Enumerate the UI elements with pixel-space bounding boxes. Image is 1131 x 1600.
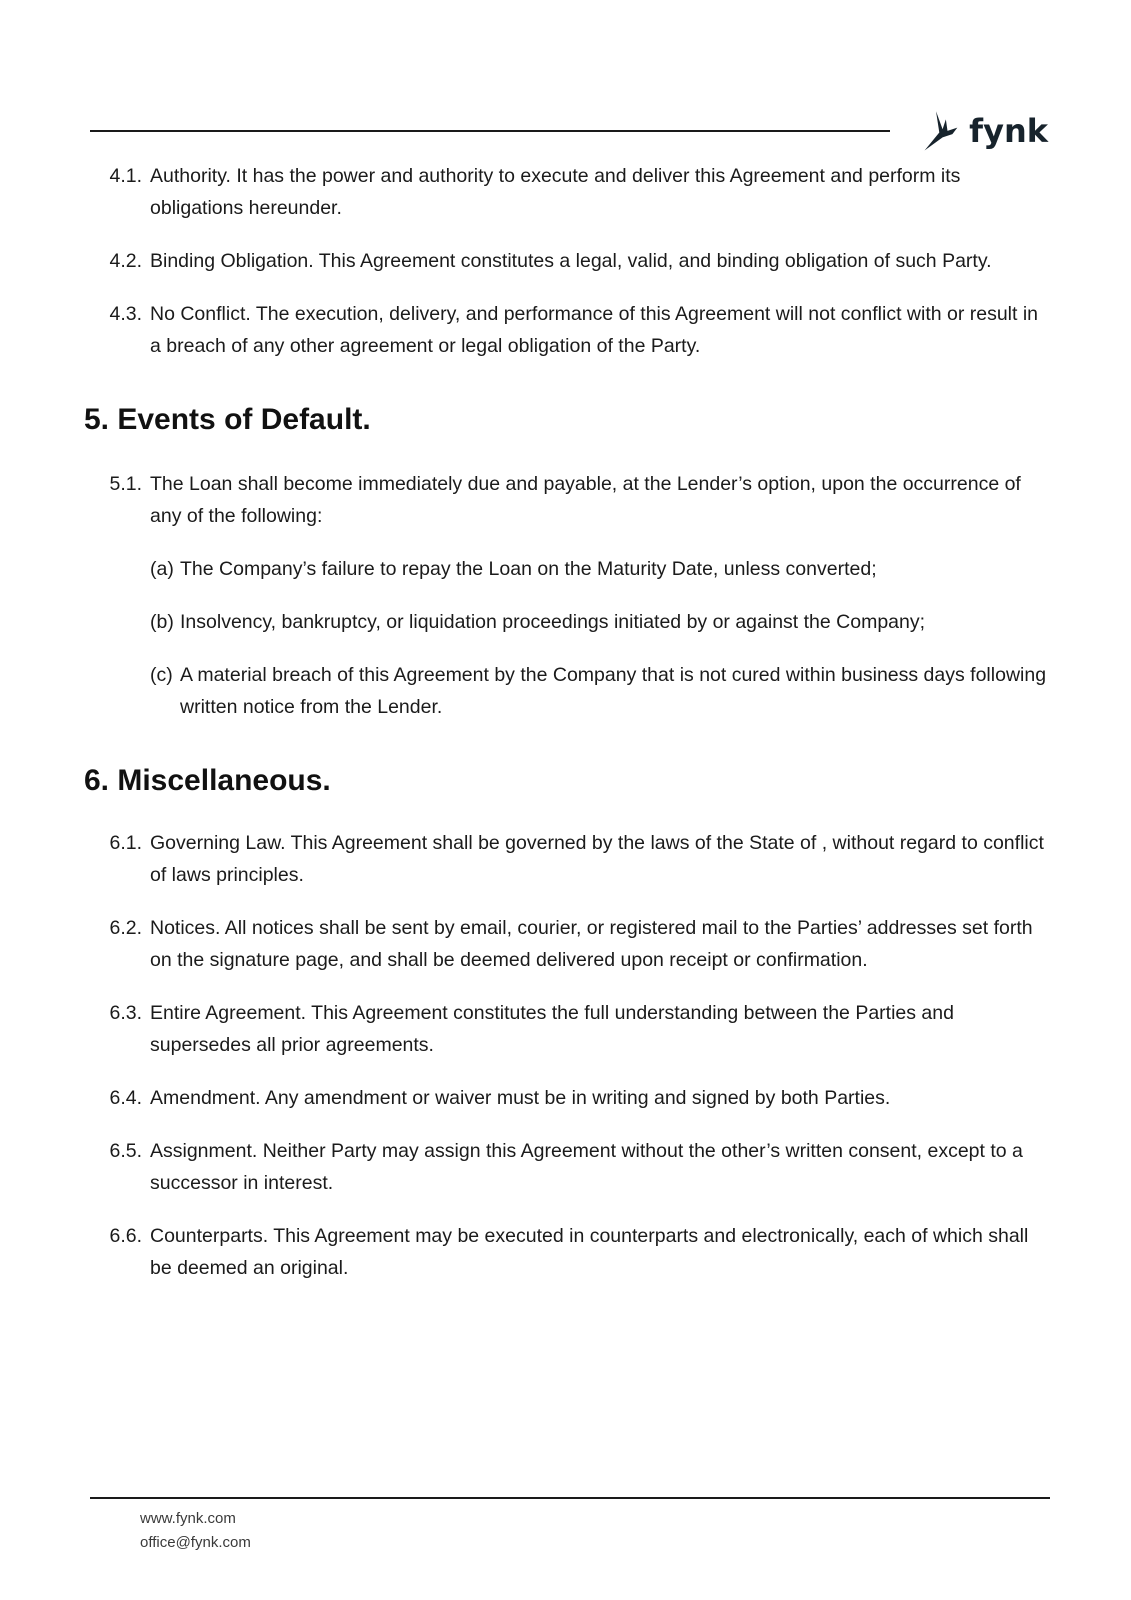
subclause-a [84, 553, 1049, 585]
bird-logo-icon [918, 105, 967, 160]
clause-number: 4.2. [109, 250, 142, 272]
subclause-text: The Company’s failure to repay the Loan on the Maturity Date, unless converted; [180, 558, 877, 580]
clause-number: 6.4. [109, 1087, 142, 1109]
clause-text: Binding Obligation. This Agreement constitutes a legal, valid, and binding obligation of such Party. [150, 250, 992, 272]
clause-text: No Conflict. The execution, delivery, and performance of this Agreement will not conflict with or result in a breach of any other agreement or legal obligation of the Party. [150, 303, 1039, 357]
subclause-letter: (a) [150, 558, 174, 580]
document-body [84, 160, 1049, 1305]
clause-text: Notices. All notices shall be sent by email, courier, or registered mail to the Parties’ addresses set forth on the signature page, and shall be deemed delivered upon receipt or confirmation. [150, 917, 1033, 971]
subclause-letter: (c) [150, 664, 173, 686]
clause-number: 6.3. [109, 1002, 142, 1024]
subclause-b [84, 606, 1049, 638]
subclause-text: A material breach of this Agreement by the Company that is not cured within business days following written notice from the Lender. [180, 664, 1047, 718]
subclause-c [84, 659, 1049, 723]
clause-4-2 [84, 245, 1049, 277]
clause-text: Authority. It has the power and authority to execute and deliver this Agreement and perform its obligations hereunder. [150, 165, 961, 219]
clause-text: The Loan shall become immediately due and payable, at the Lender’s option, upon the occurrence of any of the following: [150, 473, 1021, 527]
footer-website-link[interactable]: www.fynk.com [140, 1510, 236, 1527]
footer-email-link[interactable]: office@fynk.com [140, 1534, 251, 1551]
clause-number: 5.1. [109, 473, 142, 495]
clause-number: 6.6. [109, 1225, 142, 1247]
section-heading-events-of-default: 5. Events of Default. [84, 403, 371, 436]
brand-name: fynk [969, 111, 1048, 150]
footer-divider [90, 1497, 1050, 1499]
header-divider [90, 130, 890, 132]
clause-number: 6.2. [109, 917, 142, 939]
clause-6-4 [84, 1082, 1049, 1114]
clause-text: Governing Law. This Agreement shall be governed by the laws of the State of , without regard to conflict of laws principles. [150, 832, 1044, 886]
section-heading-miscellaneous: 6. Miscellaneous. [84, 764, 331, 797]
clause-6-2 [84, 912, 1049, 976]
subclause-letter: (b) [150, 611, 174, 633]
clause-4-1 [84, 160, 1049, 224]
clause-text: Amendment. Any amendment or waiver must be in writing and signed by both Parties. [150, 1087, 891, 1109]
clause-text: Counterparts. This Agreement may be executed in counterparts and electronically, each of which shall be deemed an original. [150, 1225, 1029, 1279]
clause-5-1 [84, 468, 1049, 532]
subclause-text: Insolvency, bankruptcy, or liquidation proceedings initiated by or against the Company; [180, 611, 926, 633]
clause-6-1 [84, 827, 1049, 891]
clause-number: 4.1. [109, 165, 142, 187]
clause-4-3 [84, 298, 1049, 362]
clause-text: Assignment. Neither Party may assign this Agreement without the other’s written consent, except to a successor in interest. [150, 1140, 1023, 1194]
clause-6-3 [84, 997, 1049, 1061]
clause-text: Entire Agreement. This Agreement constitutes the full understanding between the Parties and supersedes all prior agreements. [150, 1002, 954, 1056]
footer [140, 1507, 251, 1555]
brand-logo [918, 105, 1048, 160]
clause-number: 6.5. [109, 1140, 142, 1162]
clause-6-6 [84, 1220, 1049, 1284]
clause-number: 6.1. [109, 832, 142, 854]
clause-6-5 [84, 1135, 1049, 1199]
clause-number: 4.3. [109, 303, 142, 325]
